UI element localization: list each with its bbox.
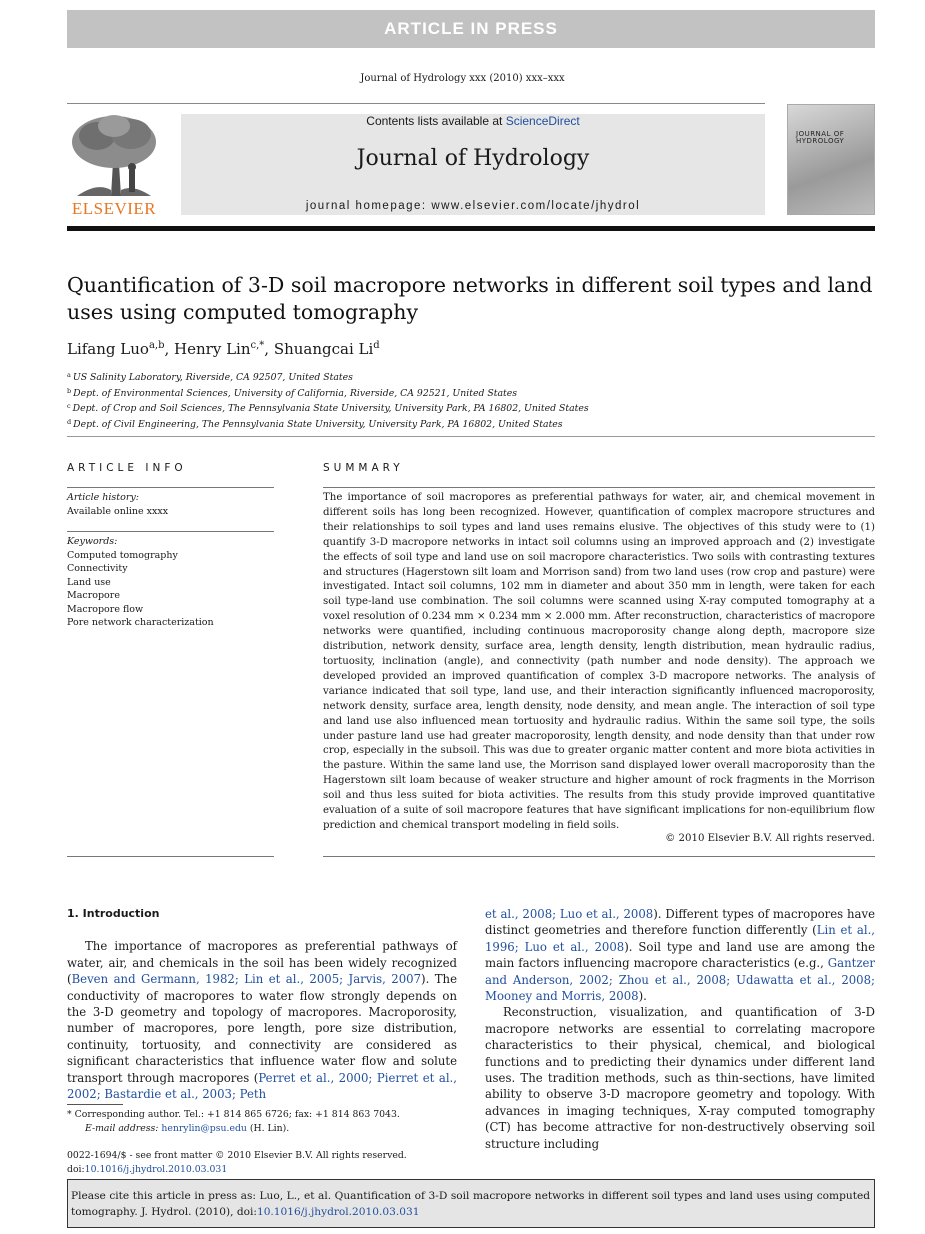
body-column-left (67, 906, 457, 1102)
copyright-line: © 2010 Elsevier B.V. All rights reserved. (665, 833, 875, 844)
author: Shuangcai Li (273, 340, 374, 358)
author: Lifang Luo (67, 340, 149, 358)
affiliation: $^d$ Dept. of Civil Engineering, The Pennsylvania State University, University Park, PA 16802, United States (67, 417, 563, 430)
citation-box: Please cite this article in press as: Luo, L., et al. Quantification of 3-D soil macropore networks in different soil types and land uses using computed tomography. J. Hydrol. (2010), doi:10.1016/j.jhydrol.2010.03.031 (67, 1179, 875, 1228)
divider (67, 856, 274, 857)
article-history: Article history: Available online xxxx (67, 492, 169, 517)
section-heading: 1. Introduction (67, 907, 160, 920)
author-sup: c,* (250, 340, 265, 351)
article-info-heading: ARTICLE INFO (67, 462, 187, 474)
footnote: * Corresponding author. Tel.: +1 814 865 6726; fax: +1 814 863 7043. E-mail address: henrylin@psu.edu (H. Lin). (67, 1109, 400, 1134)
masthead-rule (67, 226, 875, 231)
citation-link[interactable]: Gantzer and Anderson, 2002; Zhou et al., 2008; Udawatta et al., 2008; Mooney and Morris, 2008 (485, 956, 875, 1004)
citation-link[interactable]: Perret et al., 2000; Pierret et al., 2002; Bastardie et al., 2003; Peth (67, 1070, 457, 1102)
body-column-right (485, 906, 875, 1152)
divider (323, 487, 875, 488)
keyword: Land use (67, 576, 111, 588)
journal-cover-image (787, 104, 875, 215)
journal-homepage: journal homepage: www.elsevier.com/locate/jhydrol (305, 200, 641, 212)
article-in-press-banner: ARTICLE IN PRESS (67, 10, 875, 48)
affiliations (67, 369, 589, 431)
keyword: Computed tomography (67, 549, 178, 561)
summary-text: The importance of soil macropores as preferential pathways for water, air, and chemical movement in different soils has long been recognized. However, quantification of complex macropore structures and their relationships to soil types and land uses remains elusive. The objectives of this study were to (1) quantify 3-D macropore networks in intact soil columns using an improved approach and (2) investigate the effects of soil type and land use on soil macropore characteristics. Two soils with contrasting textures and structures (Hagerstown silt loam and Morrison sand) from two land uses (row crop and pasture) were investigated. Intact soil columns, 102 mm in diameter and about 350 mm in length, were taken for each soil type-land use combination. The soil columns were scanned using X-ray computed tomography at a voxel resolution of 0.234 mm × 0.234 mm × 2.000 mm. After reconstruction, characteristics of macropore networks were quantified, including continuous macroporosity change along depth, macropore size distribution, network density, surface area, length density, length distribution, mean hydraulic radius, tortuosity, inclination (angle), and connectivity (path number and node density). The approach we developed provided an improved quantification of complex 3-D macropore networks. The analysis of variance indicated that soil type, land use, and their interaction significantly influenced macroporosity, network density, surface area, length density, node density, and mean angle. The interaction of soil type and land use also influenced mean tortuosity and hydraulic radius. Within the same soil type, the soils under pasture land use had greater macroporosity, length density, and node density than that under row crop, especially in the subsoil. This was due to greater organic matter content and more biota activities in the pasture. Within the same land use, the Morrison sand displayed lower overall macroporosity than the Hagerstown silt loam because of weaker structure and higher amount of rock fragments in the Morrison soil and thus less suited for biota activities. The results from this study provide improved quantitative evaluation of a suite of soil macropore features that have significant implications for non-equilibrium flow prediction and chemical transport modeling in field soils. (323, 492, 875, 831)
divider (67, 487, 274, 488)
keyword: Connectivity (67, 563, 128, 574)
email-link[interactable]: henrylin@psu.edu (161, 1122, 247, 1134)
keywords: Keywords: Computed tomography Connectivity Land use Macropore Macropore flow Pore network characterization (67, 536, 214, 628)
divider (67, 531, 274, 532)
body-paragraph: Reconstruction, visualization, and quantification of 3-D macropore networks are essential to correlating macropore characteristics to their physical, chemical, and biological functions and to predicting their dynamics under different land uses. The tradition methods, such as thin-sections, have limited ability to observe 3-D macropore geometry and topology. With advances in imaging techniques, X-ray computed tomography (CT) has become attractive for non-destructively observing soil structure including (485, 1005, 875, 1151)
article-title: Quantification of 3-D soil macropore networks in different soil types and land uses using computed tomography (67, 273, 873, 324)
doi-link[interactable]: 10.1016/j.jhydrol.2010.03.031 (84, 1163, 228, 1175)
journal-masthead (181, 114, 765, 215)
sciencedirect-link[interactable]: ScienceDirect (505, 114, 580, 128)
divider (67, 436, 875, 437)
journal-homepage-url[interactable]: www.elsevier.com/locate/jhydrol (431, 200, 641, 212)
citation-link[interactable]: et al., 2008; Luo et al., 2008 (485, 907, 654, 921)
affiliation: $^c$ Dept. of Crop and Soil Sciences, The Pennsylvania State University, University Park, PA 16802, United States (67, 402, 589, 414)
citation-link[interactable]: Lin et al., 1996; Luo et al., 2008 (485, 923, 875, 954)
citation-link[interactable]: Beven and Germann, 1982; Lin et al., 2005; Jarvis, 2007 (71, 972, 422, 987)
keyword: Macropore flow (67, 603, 144, 615)
journal-reference: Journal of Hydrology xxx (2010) xxx–xxx (360, 73, 565, 84)
elsevier-wordmark: ELSEVIER (71, 199, 157, 218)
summary-heading: SUMMARY (323, 462, 404, 474)
header-rule (67, 103, 765, 104)
author: Henry Lin (174, 340, 251, 358)
cover-title: JOURNAL OF HYDROLOGY (796, 130, 845, 145)
keyword: Macropore (67, 590, 120, 601)
body-paragraph: The importance of macropores as preferential pathways of water, air, and chemicals in the soil has been widely recognized (Beven and Germann, 1982; Lin et al., 2005; Jarvis, 2007). The conductivity of macropores to water flow strongly depends on the 3-D geometry and topology of macropores. Macroporosity, number of macropores, pore length, pore size distribution, continuity, tortuosity, and connectivity are considered as significant characteristics that influence water flow and solute transport through macropores (Perret et al., 2000; Pierret et al., 2002; Bastardie et al., 2003; Peth (67, 939, 457, 1102)
affiliation: $^a$ US Salinity Laboratory, Riverside, CA 92507, United States (67, 371, 353, 383)
contents-line: Contents lists available at ScienceDirect (366, 114, 580, 128)
author-sup: a,b (148, 340, 165, 351)
journal-title: Journal of Hydrology (356, 146, 590, 171)
author-list: Lifang Luo$^{a,b}$, Henry Lin$^{c,*}$, Shuangcai Li$^d$ (67, 340, 380, 358)
author-sup: d (373, 340, 380, 351)
affiliation: $^b$ Dept. of Environmental Sciences, University of California, Riverside, CA 92521, United States (67, 386, 518, 399)
footnote-rule (67, 1104, 123, 1105)
doi-link[interactable]: 10.1016/j.jhydrol.2010.03.031 (256, 1206, 420, 1218)
divider (323, 856, 875, 857)
keyword: Pore network characterization (67, 617, 214, 628)
issn-block: 0022-1694/$ - see front matter © 2010 Elsevier B.V. All rights reserved. doi:10.1016/j.jhydrol.2010.03.031 (67, 1150, 407, 1175)
body-paragraph: et al., 2008; Luo et al., 2008). Different types of macropores have distinct geometries and therefore function differently (Lin et al., 1996; Luo et al., 2008). Soil type and land use are among the main factors influencing macropore characteristics (e.g., Gantzer and Anderson, 2002; Zhou et al., 2008; Udawatta et al., 2008; Mooney and Morris, 2008). (485, 907, 875, 1004)
